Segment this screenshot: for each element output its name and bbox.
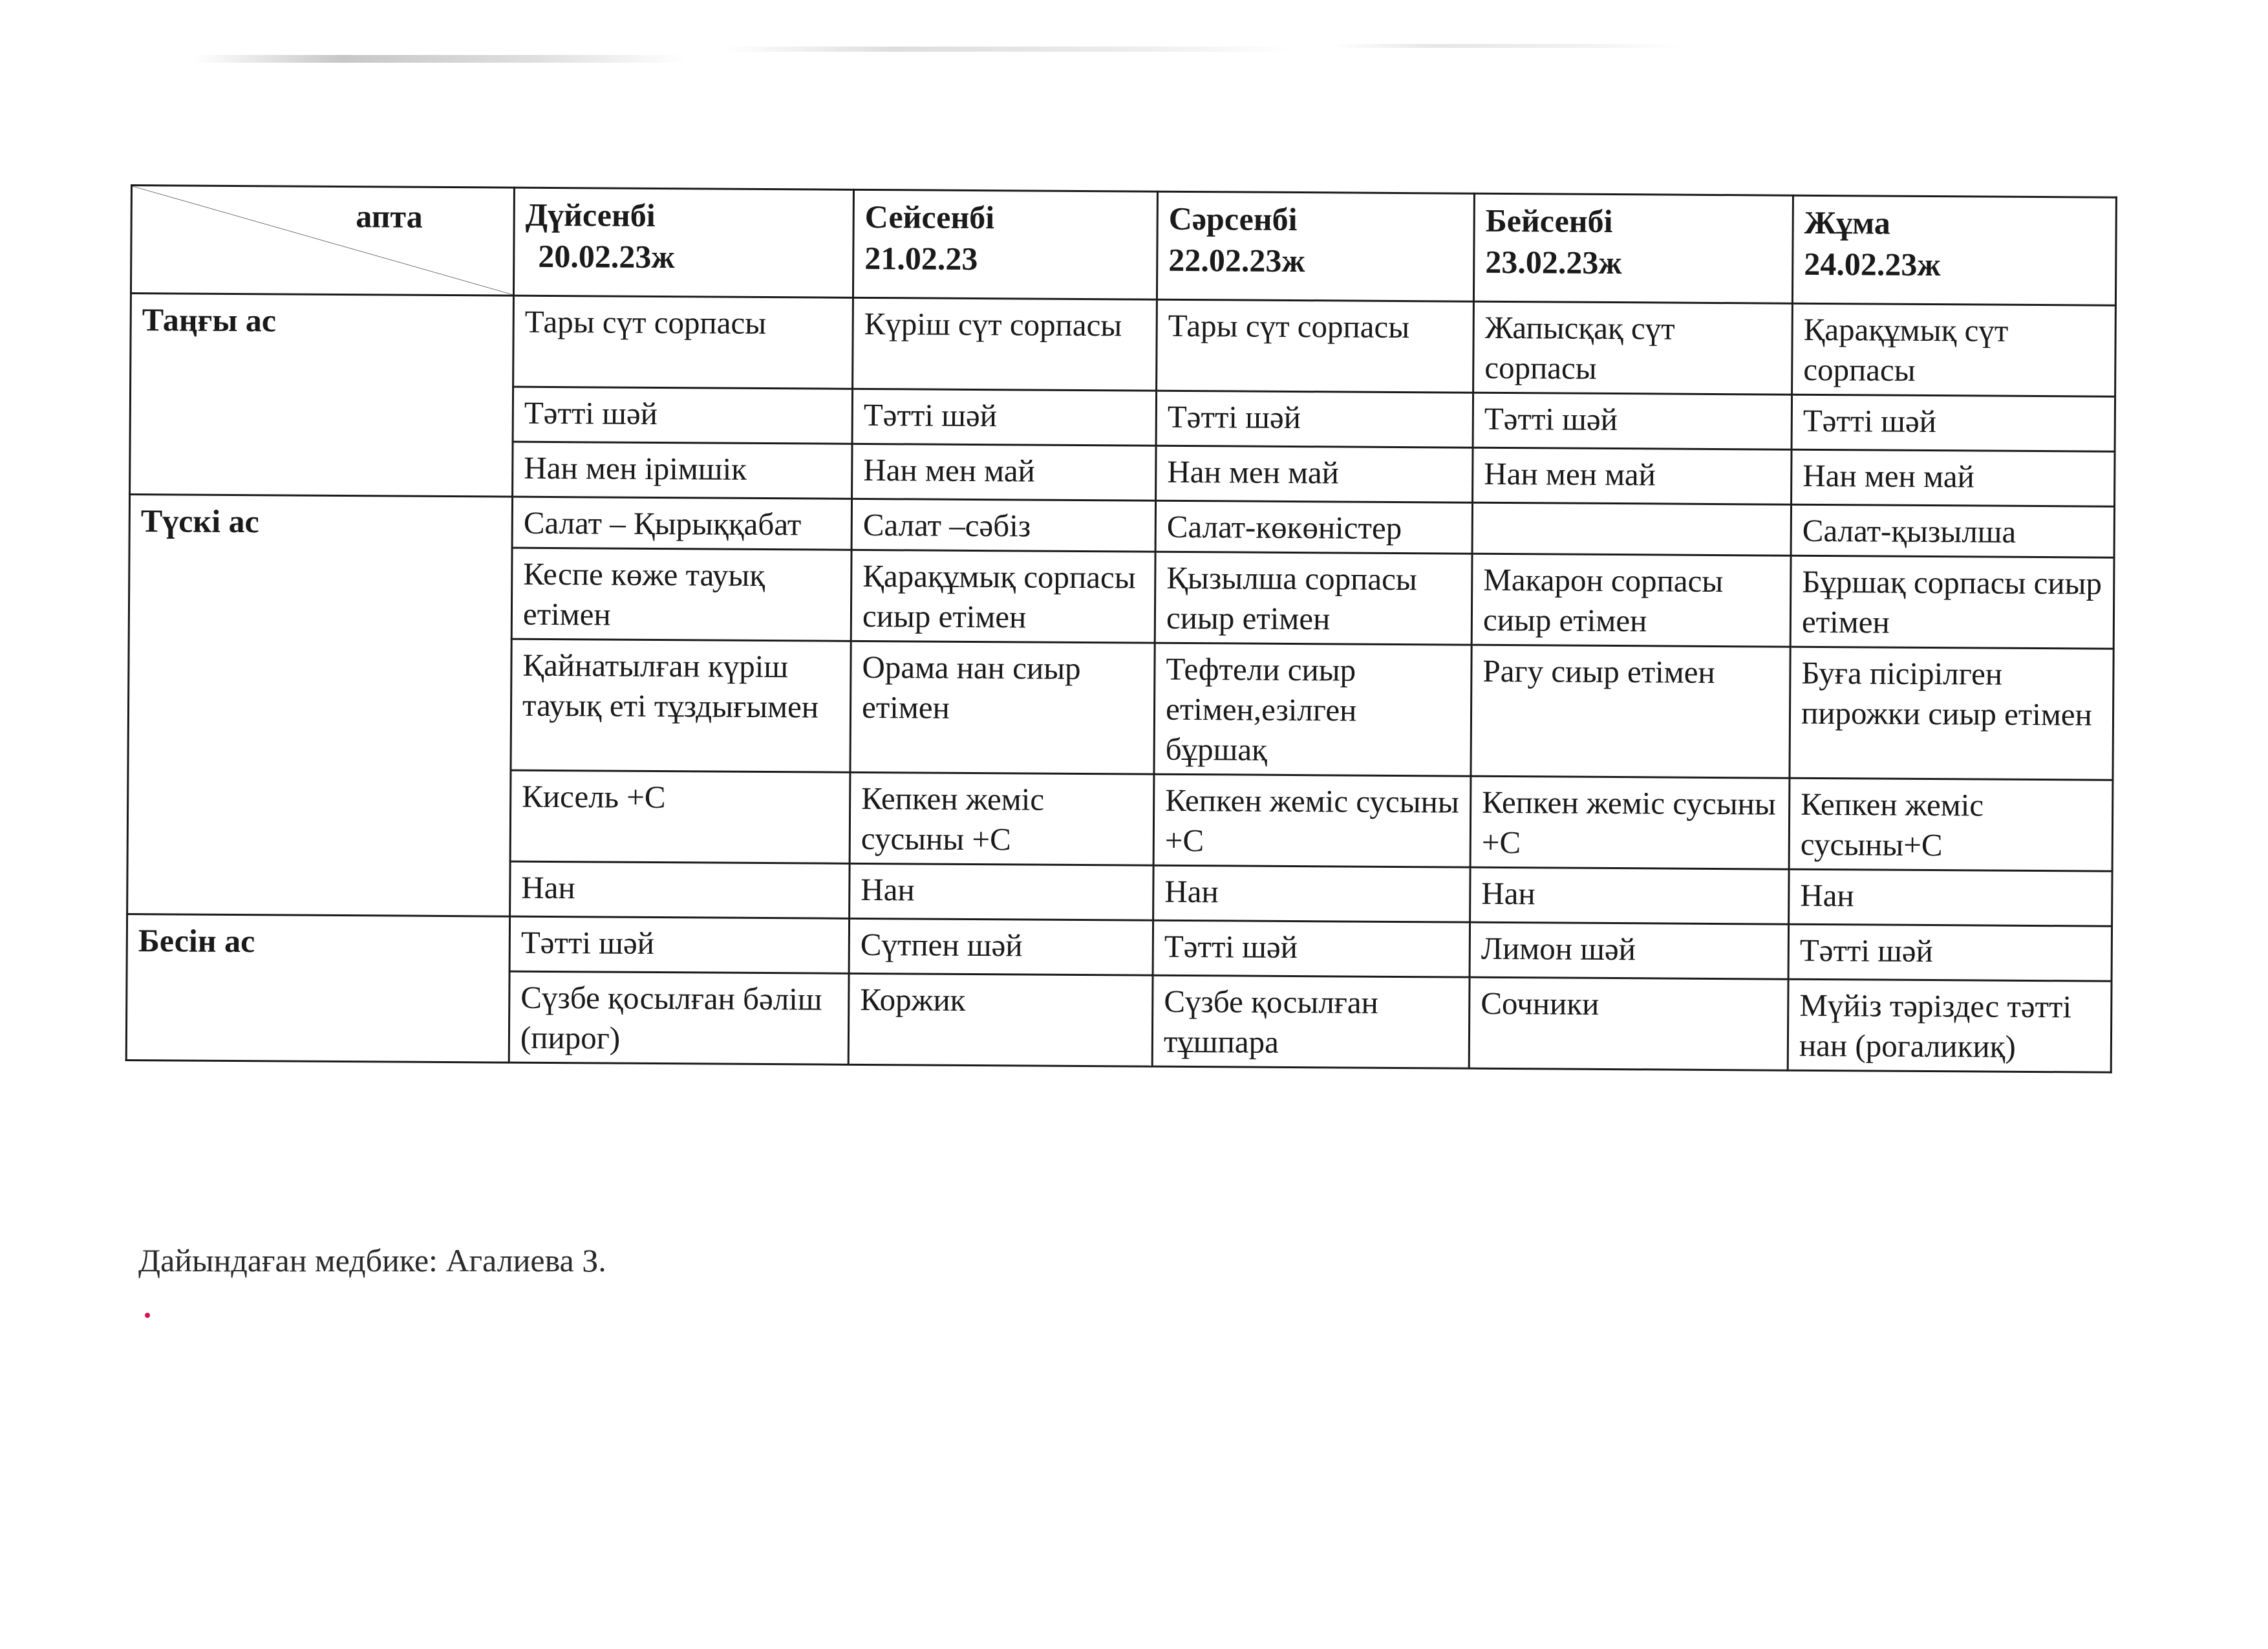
menu-cell: Тәтті шәй <box>1792 394 2115 451</box>
menu-cell: Жапысқақ сүт сорпасы <box>1473 301 1793 394</box>
day-name: Бейсенбі <box>1485 202 1613 240</box>
day-date: 22.02.23ж <box>1168 241 1305 279</box>
menu-cell: Нан <box>850 863 1154 920</box>
menu-cell: Сочники <box>1469 977 1788 1070</box>
day-name: Сәрсенбі <box>1168 200 1298 238</box>
day-name: Сейсенбі <box>864 198 995 236</box>
table-row <box>127 914 2112 981</box>
menu-cell: Мүйіз тәріздес тәтті нан (рогаликиқ) <box>1788 979 2112 1072</box>
menu-cell: Нан мен май <box>1473 447 1792 504</box>
day-date: 23.02.23ж <box>1485 243 1622 281</box>
week-label: апта <box>356 198 423 235</box>
menu-cell: Салат – Қырыққабат <box>512 497 851 550</box>
menu-cell: Кепкен жеміс сусыны +С <box>1470 776 1790 869</box>
menu-cell: Нан мен май <box>1156 446 1473 502</box>
menu-cell: Салат –сәбіз <box>851 499 1155 552</box>
scan-smudge <box>724 47 1293 52</box>
menu-cell: Орама нан сиыр етімен <box>850 641 1155 774</box>
menu-cell: Қарақұмық сорпасы сиыр етімен <box>851 550 1155 643</box>
menu-cell: Тәтті шәй <box>513 387 853 444</box>
menu-cell: Коржик <box>848 973 1153 1066</box>
diagonal-divider <box>132 186 513 295</box>
menu-cell: Сүзбе қосылған тұшпара <box>1152 975 1470 1068</box>
corner-header-cell <box>131 186 514 296</box>
menu-cell: Сүтпен шәй <box>849 918 1153 975</box>
menu-cell: Тары сүт сорпасы <box>513 296 853 389</box>
menu-cell: Кепкен жеміс сусыны+С <box>1789 778 2113 871</box>
menu-cell: Макарон сорпасы сиыр етімен <box>1471 554 1791 647</box>
menu-cell: Тәтті шәй <box>509 916 850 973</box>
day-header-friday <box>1792 195 2116 305</box>
menu-cell: Тәтті шәй <box>1788 924 2112 981</box>
menu-cell: Тәтті шәй <box>1156 391 1473 447</box>
day-header-monday <box>513 188 853 297</box>
menu-cell: Кисель +С <box>510 770 850 863</box>
stray-ink-mark <box>145 1313 150 1318</box>
menu-cell <box>1472 502 1791 555</box>
table-row <box>131 294 2116 397</box>
meal-label-snack: Бесін ас <box>126 914 509 1062</box>
meal-label-lunch: Түскі ас <box>127 495 513 917</box>
menu-cell: Нан <box>510 861 850 918</box>
menu-cell: Тәтті шәй <box>1473 393 1792 449</box>
menu-cell: Рагу сиыр етімен <box>1471 645 1790 778</box>
menu-cell: Тәтті шәй <box>1153 920 1470 977</box>
scan-smudge <box>1332 44 1681 48</box>
prepared-by-signature: Дайындаған медбике: Агалиева З. <box>138 1242 606 1278</box>
menu-cell: Қарақұмық сүт сорпасы <box>1792 303 2116 396</box>
menu-cell: Лимон шәй <box>1470 922 1789 979</box>
menu-cell: Кеспе көже тауық етімен <box>511 548 851 641</box>
table-header-row <box>131 186 2116 306</box>
scan-smudge <box>194 55 685 63</box>
menu-cell: Тары сүт сорпасы <box>1157 299 1474 393</box>
menu-cell: Тәтті шәй <box>852 389 1157 446</box>
day-header-wednesday <box>1157 191 1474 301</box>
menu-cell: Салат-көкөністер <box>1155 501 1472 554</box>
menu-cell: Нан мен ірімшік <box>513 442 853 499</box>
day-date: 21.02.23 <box>864 239 978 277</box>
day-name: Жұма <box>1804 204 1891 241</box>
day-header-tuesday <box>853 189 1157 299</box>
menu-cell: Тефтели сиыр етімен,езілген бұршақ <box>1154 643 1471 776</box>
menu-cell: Нан мен май <box>852 444 1157 501</box>
menu-cell: Кепкен жеміс сусыны +С <box>850 772 1154 865</box>
menu-cell: Кепкен жеміс сусыны +С <box>1153 774 1471 867</box>
menu-cell: Сүзбе қосылған бәліш (пирог) <box>509 971 849 1064</box>
menu-cell: Күріш сүт сорпасы <box>853 297 1157 391</box>
menu-cell: Буға пісірілген пирожки сиыр етімен <box>1790 647 2113 780</box>
menu-cell: Қайнатылған күріш тауық еті тұздығымен <box>511 639 851 772</box>
menu-cell: Нан <box>1153 865 1471 922</box>
menu-cell: Салат-қызылша <box>1791 504 2114 557</box>
day-header-thursday <box>1473 193 1793 303</box>
weekly-menu-table <box>125 184 2117 1073</box>
day-date: 20.02.23ж <box>538 237 675 275</box>
menu-cell: Бұршақ сорпасы сиыр етімен <box>1790 555 2114 649</box>
menu-cell: Нан мен май <box>1792 449 2115 506</box>
meal-label-breakfast: Таңғы ас <box>130 294 514 497</box>
day-date: 24.02.23ж <box>1804 245 1941 283</box>
menu-cell: Нан <box>1470 867 1790 924</box>
menu-cell: Нан <box>1789 869 2113 926</box>
menu-cell: Қызылша сорпасы сиыр етімен <box>1155 552 1472 645</box>
day-name: Дүйсенбі <box>525 196 656 233</box>
